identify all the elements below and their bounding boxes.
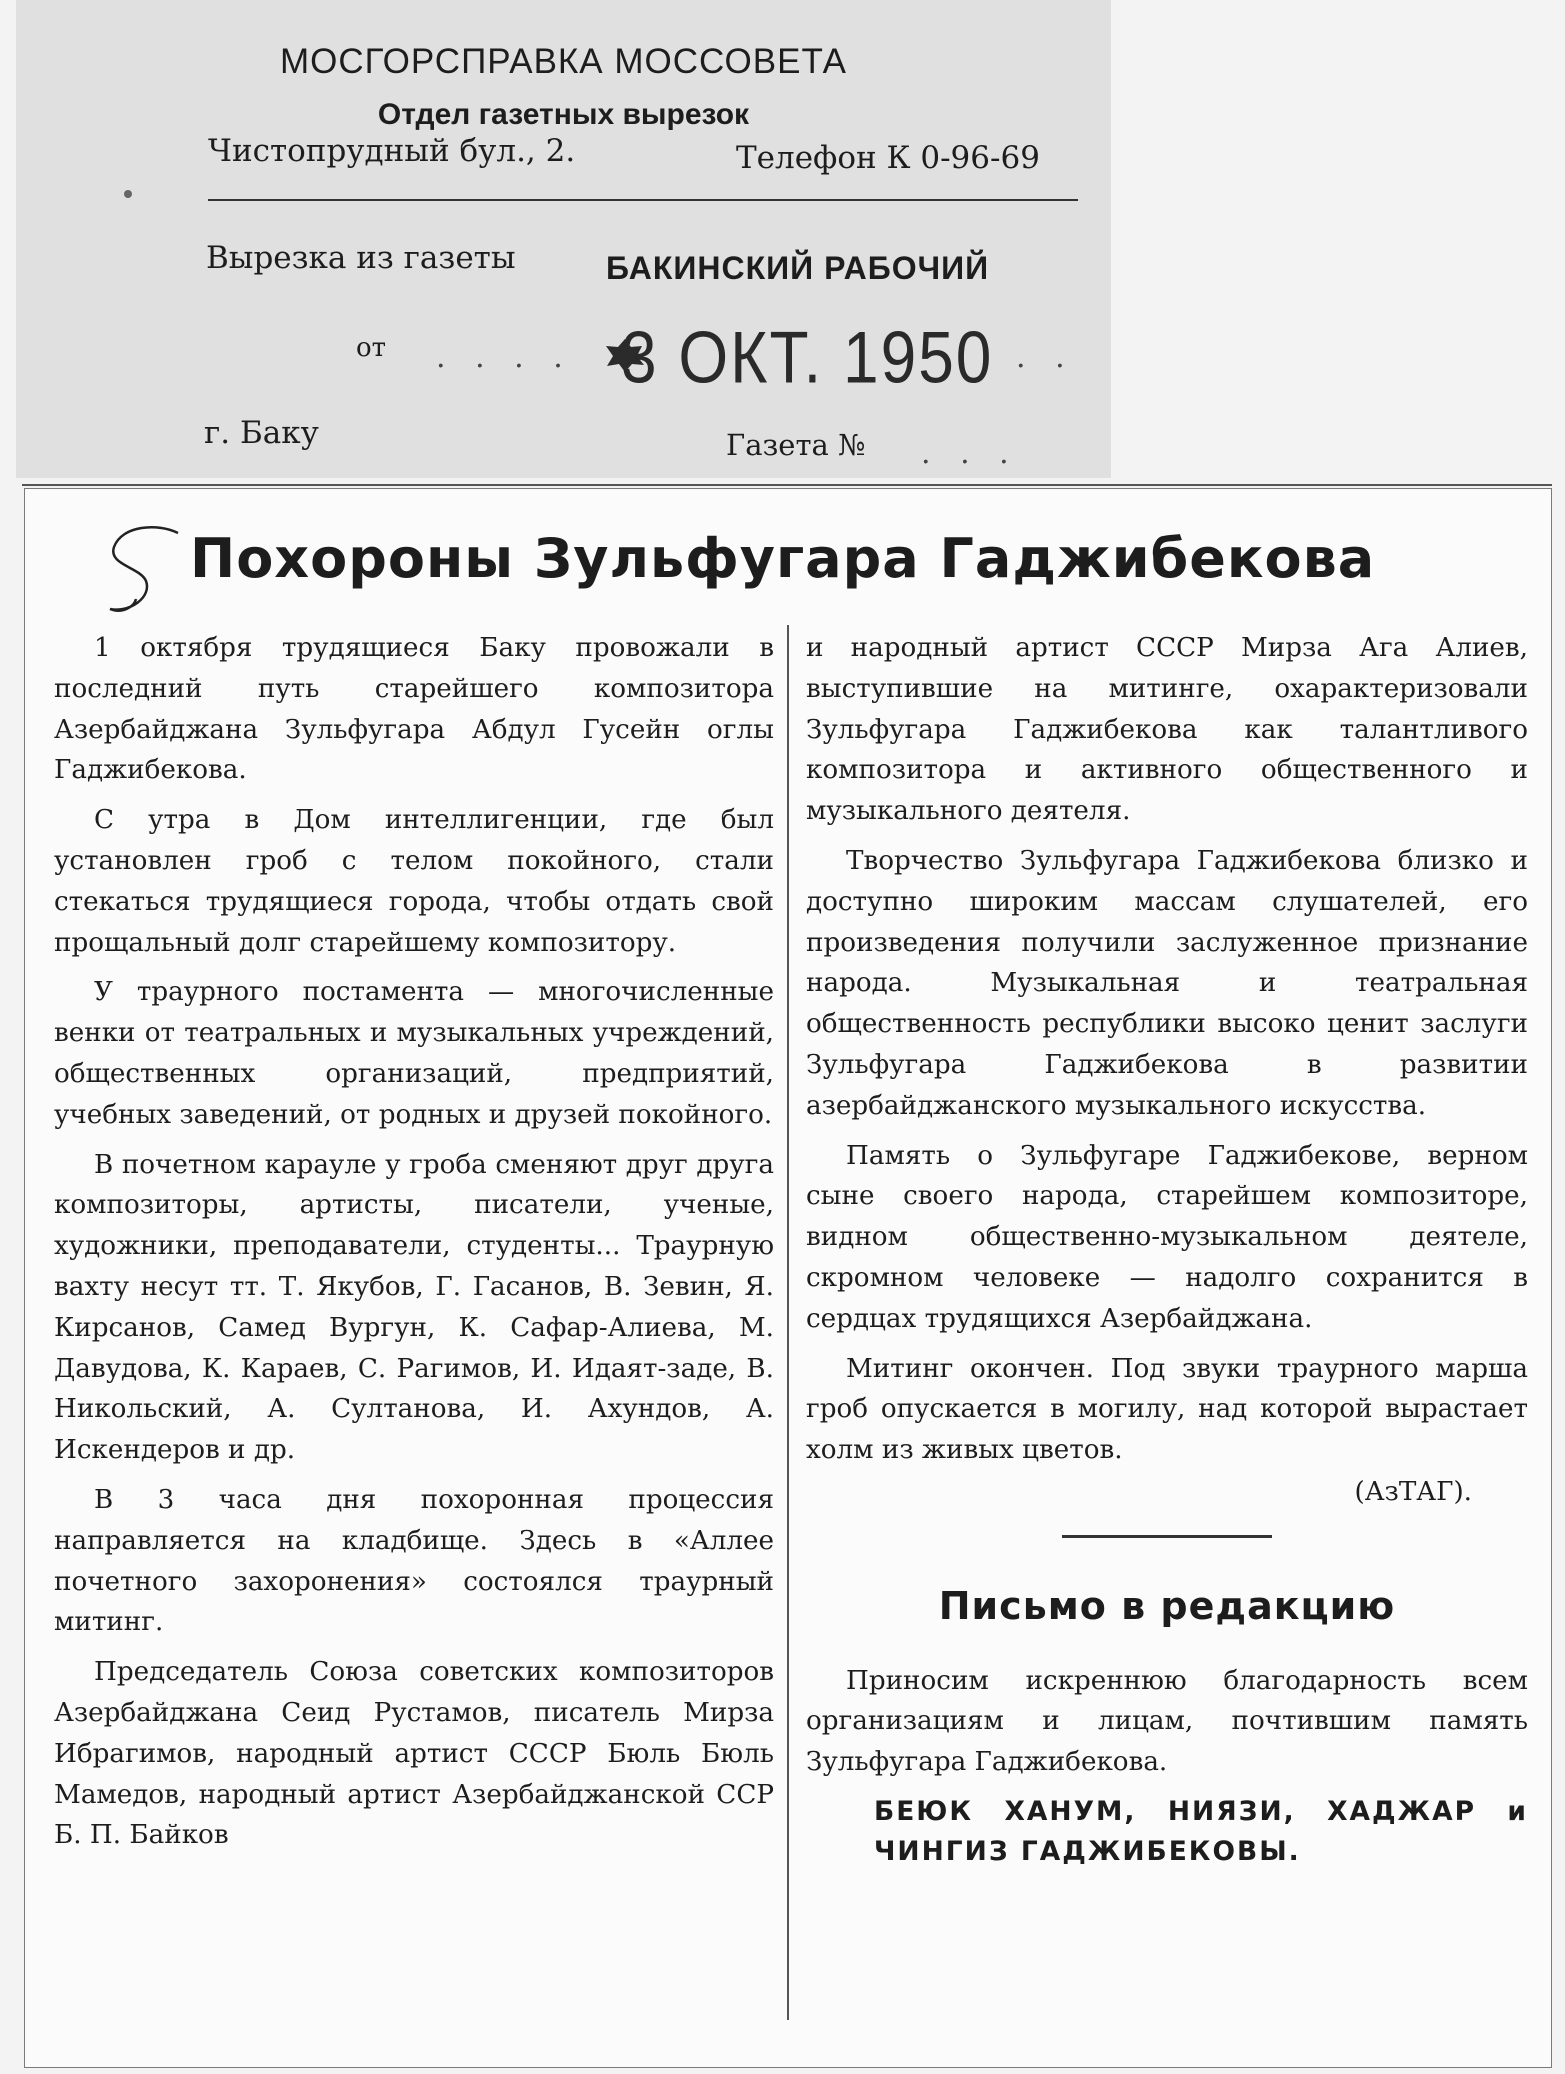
date-dots-trailing: . . xyxy=(1016,340,1075,375)
newspaper-name: БАКИНСКИЙ РАБОЧИЙ xyxy=(606,250,990,286)
date-stamp: 3 ОКТ. 1950 xyxy=(621,315,994,399)
article-byline: (АзТАГ). xyxy=(1354,1476,1472,1507)
issue-label: Газета № xyxy=(726,428,866,462)
city-label: г. Баку xyxy=(204,415,319,451)
clipping-bureau-slip xyxy=(16,0,1111,478)
column-divider xyxy=(787,625,789,2020)
date-label: от xyxy=(356,333,387,363)
article-paragraph: Председатель Союза советских композиторов Азербайджана Сеид Рустамов, писатель Мирза Ибрагимов, народный артист СССР Бюль Бюль Мамедов, народный артист Азербайджанской ССР Б. П. Байков xyxy=(54,1657,774,1851)
slip-divider xyxy=(208,199,1078,201)
bureau-name: МОСГОРСПРАВКА МОССОВЕТА xyxy=(279,42,848,81)
article-paragraph: В 3 часа дня похоронная процессия направляется на кладбище. Здесь в «Аллее почетного захоронения» состоялся траурный митинг. xyxy=(54,1484,774,1638)
article-paragraph: Творчество Зульфугара Гаджибекова близко и доступно широким массам слушателей, его произведения получили заслуженное признание народа. Музыкальная и театральная общественность республики высоко ценит заслуги Зульфугара Гаджибекова в развитии азербайджанского музыкального искусства. xyxy=(806,845,1528,1121)
article-paragraph-continued: и народный артист СССР Мирза Ага Алиев, выступившие на митинге, охарактеризовали Зульфугара Гаджибекова как талантливого композитора и активного общественного и музыкального деятеля. xyxy=(806,633,1528,827)
ink-smudge xyxy=(124,190,132,198)
bureau-department: Отдел газетных вырезок xyxy=(377,98,750,131)
bureau-phone: Телефон К 0-96-69 xyxy=(736,140,1040,176)
issue-dots: . . . xyxy=(921,436,1019,471)
article-paragraph: У траурного постамента — многочисленные венки от театральных и музыкальных учреждений, общественных организаций, предприятий, учебных заведений, от родных и друзей покойного. xyxy=(54,977,774,1130)
letter-signers: БЕЮК ХАНУМ, НИЯЗИ, ХАДЖАР и ЧИНГИЗ ГАДЖИБЕКОВЫ. xyxy=(874,1795,1528,1867)
section-rule xyxy=(1062,1535,1272,1538)
article-paragraph: 1 октября трудящиеся Баку провожали в последний путь старейшего композитора Азербайджана Зульфугара Абдул Гусейн оглы Гаджибекова. xyxy=(54,633,774,786)
article-column-right xyxy=(806,628,1528,1872)
article-paragraph: Память о Зульфугаре Гаджибекове, верном сыне своего народа, старейшем композиторе, видном общественно-музыкальном деятеле, скромном человеке — надолго сохранится в сердцах трудящихся Азербайджана. xyxy=(806,1140,1528,1334)
clipping-top-edge xyxy=(22,484,1552,486)
article-paragraph: В почетном карауле у гроба сменяют друг друга композиторы, артисты, писатели, ученые, художники, преподаватели, студенты... Траурную вахту несут тт. Т. Якубов, Г. Гасанов, В. Зевин, Я. Кирсанов, Самед Вургун, К. Сафар-Алиева, М. Давудова, К. Караев, С. Рагимов, И. Идаят-заде, В. Никольский, А. Султанова, И. Ахундов, А. Искендеров и др. xyxy=(54,1149,774,1466)
letter-body: Приносим искреннюю благодарность всем организациям и лицам, почтившим память Зульфугара Гаджибекова. xyxy=(806,1665,1528,1778)
article-headline: Похороны Зульфугара Гаджибекова xyxy=(190,527,1376,590)
handwritten-mark xyxy=(100,515,190,625)
bureau-address: Чистопрудный бул., 2. xyxy=(208,133,576,169)
clip-from-label: Вырезка из газеты xyxy=(206,240,516,276)
article-paragraph: Митинг окончен. Под звуки траурного марша гроб опускается в могилу, над которой вырастает холм из живых цветов. xyxy=(806,1353,1528,1466)
letter-title: Письмо в редакцию xyxy=(938,1583,1396,1628)
date-dots: . . . . xyxy=(436,340,573,375)
article-column-left xyxy=(54,628,774,1865)
article-paragraph: С утра в Дом интеллигенции, где был установлен гроб с телом покойного, стали стекаться трудящиеся города, чтобы отдать свой прощальный долг старейшему композитору. xyxy=(54,805,774,958)
